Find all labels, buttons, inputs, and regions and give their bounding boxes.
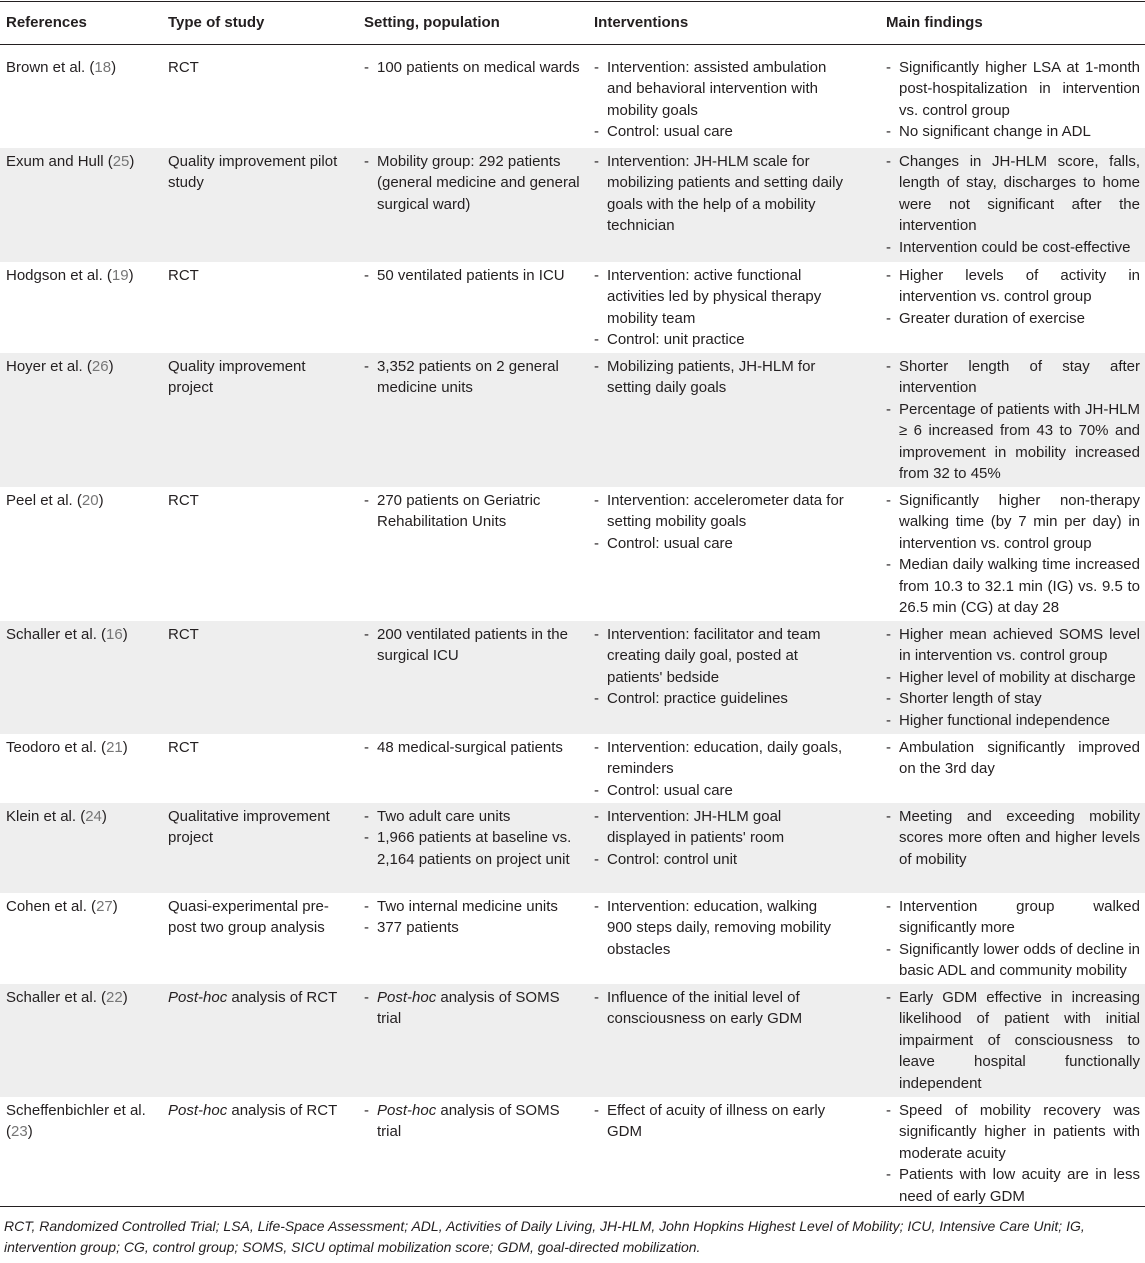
study-type-cell bbox=[168, 624, 348, 645]
interventions-cell bbox=[594, 265, 844, 351]
setting-item bbox=[364, 896, 580, 917]
setting-item bbox=[364, 806, 580, 827]
findings-cell bbox=[886, 1100, 1140, 1207]
reference-author: Klein et al. ( bbox=[6, 808, 86, 825]
table-row bbox=[0, 353, 1145, 487]
reference-author: Peel et al. ( bbox=[6, 492, 82, 509]
intervention-item: - Mobilizing patients, JH-HLM for setting daily goals bbox=[594, 356, 844, 399]
setting-text: 270 patients on Geriatric Rehabilitation Units bbox=[377, 492, 541, 531]
reference-number: 18 bbox=[94, 59, 112, 76]
study-type: RCT bbox=[168, 59, 199, 76]
header-references: References bbox=[6, 14, 87, 31]
finding-item: - Speed of mobility recovery was significantly higher in patients with moderate acuity bbox=[886, 1100, 1140, 1164]
finding-item: - Greater duration of exercise bbox=[886, 308, 1140, 329]
finding-item: - Higher levels of activity in intervention vs. control group bbox=[886, 265, 1140, 308]
findings-cell bbox=[886, 896, 1140, 982]
intervention-item: - Intervention: accelerometer data for setting mobility goals bbox=[594, 490, 844, 533]
reference-author: Hodgson et al. ( bbox=[6, 267, 112, 284]
header-type-of-study: Type of study bbox=[168, 14, 265, 31]
setting-item bbox=[364, 151, 580, 215]
header-main-findings: Main findings bbox=[886, 14, 983, 31]
intervention-item: - Intervention: education, daily goals, reminders bbox=[594, 737, 844, 780]
table-row bbox=[0, 148, 1145, 262]
reference-number: 22 bbox=[106, 989, 123, 1006]
intervention-item: - Control: practice guidelines bbox=[594, 688, 844, 709]
study-type: Quasi-experimental pre-post two group analysis bbox=[168, 898, 329, 937]
finding-item: - Higher functional independence bbox=[886, 710, 1140, 731]
setting-text: Two adult care units bbox=[377, 808, 511, 825]
reference-close: ) bbox=[98, 492, 104, 509]
interventions-cell bbox=[594, 806, 844, 870]
reference-author: Scheffenbichler et al. ( bbox=[6, 1102, 146, 1141]
interventions-cell bbox=[594, 737, 844, 801]
reference-number: 19 bbox=[111, 267, 129, 284]
reference-cell bbox=[6, 737, 156, 758]
setting-cell bbox=[364, 356, 580, 399]
reference-number: 27 bbox=[96, 898, 113, 915]
table-top-rule bbox=[0, 1, 1145, 2]
reference-author: Exum and Hull ( bbox=[6, 153, 113, 170]
finding-item: - Percentage of patients with JH-HLM ≥ 6 increased from 43 to 70% and improvement in mobility increased from 32 to 45% bbox=[886, 399, 1140, 485]
reference-number: 24 bbox=[85, 808, 102, 825]
reference-number: 26 bbox=[91, 358, 109, 375]
intervention-item: - Intervention: JH-HLM goal displayed in patients' room bbox=[594, 806, 844, 849]
study-type-cell bbox=[168, 1100, 348, 1121]
table-footnote: RCT, Randomized Controlled Trial; LSA, Life-Space Assessment; ADL, Activities of Daily Living, JH-HLM, John Hopkins Highest Level of Mobility; ICU, Intensive Care Unit; IG, intervention group; CG, control group; SOMS, SICU optimal mobilization score; GDM, goal-directed mobilization. bbox=[4, 1218, 1085, 1255]
intervention-item: - Control: unit practice bbox=[594, 329, 844, 350]
table-row bbox=[0, 1097, 1145, 1206]
study-type: RCT bbox=[168, 739, 199, 756]
study-type: Quality improvement pilot study bbox=[168, 153, 338, 192]
setting-item bbox=[364, 57, 580, 78]
finding-item: - Intervention group walked significantly more bbox=[886, 896, 1140, 939]
findings-cell bbox=[886, 987, 1140, 1094]
study-type-cell bbox=[168, 806, 348, 849]
table-row bbox=[0, 54, 1145, 148]
study-type-cell bbox=[168, 356, 348, 399]
reference-author: Schaller et al. ( bbox=[6, 626, 107, 643]
finding-item: - Significantly lower odds of decline in basic ADL and community mobility bbox=[886, 939, 1140, 982]
setting-text: 3,352 patients on 2 general medicine units bbox=[377, 358, 559, 397]
finding-item: - Higher mean achieved SOMS level in intervention vs. control group bbox=[886, 624, 1140, 667]
interventions-cell bbox=[594, 356, 844, 399]
table-header-rule bbox=[0, 44, 1145, 45]
table-row bbox=[0, 893, 1145, 984]
setting-cell bbox=[364, 737, 580, 758]
finding-item: - Median daily walking time increased from 10.3 to 32.1 min (IG) vs. 9.5 to 26.5 min (CG) at day 28 bbox=[886, 554, 1140, 618]
findings-cell bbox=[886, 624, 1140, 731]
findings-cell bbox=[886, 356, 1140, 484]
finding-item: - Changes in JH-HLM score, falls, length of stay, discharges to home were not significant after the intervention bbox=[886, 151, 1140, 237]
reference-cell bbox=[6, 490, 156, 511]
setting-text: 50 ventilated patients in ICU bbox=[377, 267, 565, 284]
findings-cell bbox=[886, 806, 1140, 870]
reference-number: 20 bbox=[81, 492, 99, 509]
intervention-item: - Control: usual care bbox=[594, 780, 844, 801]
intervention-item: - Intervention: JH-HLM scale for mobilizing patients and setting daily goals with the help of a mobility technician bbox=[594, 151, 844, 237]
setting-text: 48 medical-surgical patients bbox=[377, 739, 563, 756]
setting-item bbox=[364, 987, 580, 1030]
interventions-cell bbox=[594, 490, 844, 554]
reference-author: Schaller et al. ( bbox=[6, 989, 107, 1006]
study-type: Quality improvement project bbox=[168, 358, 306, 397]
study-type-cell bbox=[168, 57, 348, 78]
reference-close: ) bbox=[112, 898, 118, 915]
intervention-item: - Control: usual care bbox=[594, 121, 844, 142]
setting-text: analysis of SOMS trial bbox=[377, 989, 560, 1028]
study-type-italic: Post-hoc bbox=[168, 989, 228, 1006]
table-row bbox=[0, 621, 1145, 734]
intervention-item: - Influence of the initial level of consciousness on early GDM bbox=[594, 987, 844, 1030]
header-setting-population: Setting, population bbox=[364, 14, 500, 31]
reference-close: ) bbox=[122, 989, 128, 1006]
findings-cell bbox=[886, 737, 1140, 780]
table-bottom-rule bbox=[0, 1206, 1145, 1207]
reference-close: ) bbox=[108, 358, 114, 375]
reference-author: Hoyer et al. ( bbox=[6, 358, 92, 375]
setting-item bbox=[364, 265, 580, 286]
setting-text: Two internal medicine units bbox=[377, 898, 558, 915]
reference-cell bbox=[6, 806, 156, 827]
study-type: analysis of RCT bbox=[227, 989, 338, 1006]
setting-item bbox=[364, 490, 580, 533]
finding-item: - Significantly higher LSA at 1-month post-hospitalization in intervention vs. control group bbox=[886, 57, 1140, 121]
study-type-cell bbox=[168, 987, 348, 1008]
setting-text: 100 patients on medical wards bbox=[377, 59, 580, 76]
study-type: RCT bbox=[168, 492, 199, 509]
interventions-cell bbox=[594, 1100, 844, 1143]
setting-cell bbox=[364, 896, 580, 939]
reference-cell bbox=[6, 57, 156, 78]
finding-item: - Higher level of mobility at discharge bbox=[886, 667, 1140, 688]
reference-number: 25 bbox=[112, 153, 130, 170]
setting-cell bbox=[364, 265, 580, 286]
table-row bbox=[0, 487, 1145, 621]
finding-item: - Ambulation significantly improved on the 3rd day bbox=[886, 737, 1140, 780]
study-type: Qualitative improvement project bbox=[168, 808, 330, 847]
setting-text: 377 patients bbox=[377, 919, 459, 937]
reference-cell bbox=[6, 987, 156, 1008]
reference-close: ) bbox=[122, 739, 128, 756]
study-type: RCT bbox=[168, 626, 199, 643]
table-row bbox=[0, 984, 1145, 1097]
setting-italic: Post-hoc bbox=[377, 989, 437, 1006]
setting-item bbox=[364, 827, 580, 870]
reference-cell bbox=[6, 624, 156, 645]
intervention-item: - Effect of acuity of illness on early GDM bbox=[594, 1100, 844, 1143]
setting-italic: Post-hoc bbox=[377, 1102, 437, 1119]
setting-cell bbox=[364, 987, 580, 1030]
reference-close: ) bbox=[27, 1123, 33, 1141]
setting-cell bbox=[364, 624, 580, 667]
setting-text: 200 ventilated patients in the surgical ICU bbox=[377, 626, 568, 665]
setting-item bbox=[364, 356, 580, 399]
finding-item: - Shorter length of stay bbox=[886, 688, 1140, 709]
reference-cell bbox=[6, 265, 156, 286]
reference-close: ) bbox=[111, 59, 117, 76]
finding-item: - Early GDM effective in increasing likelihood of patient with initial impairment of consciousness to leave hospital functionally independent bbox=[886, 987, 1140, 1094]
reference-cell bbox=[6, 896, 156, 917]
reference-author: Teodoro et al. ( bbox=[6, 739, 107, 756]
intervention-item: - Intervention: active functional activities led by physical therapy mobility team bbox=[594, 265, 844, 329]
finding-item: - Meeting and exceeding mobility scores more often and higher levels of mobility bbox=[886, 806, 1140, 870]
study-type-cell bbox=[168, 737, 348, 758]
table-row bbox=[0, 262, 1145, 353]
intervention-item: - Control: control unit bbox=[594, 849, 844, 870]
findings-cell bbox=[886, 265, 1140, 329]
interventions-cell bbox=[594, 151, 844, 237]
finding-item: - Patients with low acuity are in less need of early GDM bbox=[886, 1164, 1140, 1207]
setting-cell bbox=[364, 490, 580, 533]
intervention-item: - Intervention: education, walking 900 steps daily, removing mobility obstacles bbox=[594, 896, 844, 960]
reference-cell bbox=[6, 151, 156, 172]
setting-text: 1,966 patients at baseline vs. 2,164 patients on project unit bbox=[377, 829, 572, 868]
finding-item: - Significantly higher non-therapy walking time (by 7 min per day) in intervention vs. control group bbox=[886, 490, 1140, 554]
interventions-cell bbox=[594, 57, 844, 143]
setting-cell bbox=[364, 151, 580, 215]
interventions-cell bbox=[594, 624, 844, 710]
study-type-cell bbox=[168, 896, 348, 939]
reference-author: Brown et al. ( bbox=[6, 59, 95, 76]
setting-cell bbox=[364, 1100, 580, 1143]
findings-cell bbox=[886, 57, 1140, 143]
setting-cell bbox=[364, 57, 580, 78]
setting-cell bbox=[364, 806, 580, 870]
interventions-cell bbox=[594, 987, 844, 1030]
setting-item bbox=[364, 624, 580, 667]
finding-item: - No significant change in ADL bbox=[886, 121, 1140, 142]
study-type-cell bbox=[168, 151, 348, 194]
setting-item bbox=[364, 1100, 580, 1143]
table-row bbox=[0, 734, 1145, 803]
study-type: RCT bbox=[168, 267, 199, 284]
setting-item bbox=[364, 917, 580, 938]
reference-number: 21 bbox=[106, 739, 123, 756]
intervention-item: - Intervention: assisted ambulation and behavioral intervention with mobility goals bbox=[594, 57, 844, 121]
finding-item: - Intervention could be cost-effective bbox=[886, 237, 1140, 258]
findings-cell bbox=[886, 490, 1140, 618]
interventions-cell bbox=[594, 896, 844, 960]
reference-cell bbox=[6, 1100, 156, 1143]
reference-close: ) bbox=[122, 626, 128, 643]
reference-close: ) bbox=[129, 153, 135, 170]
intervention-item: - Control: usual care bbox=[594, 533, 844, 554]
setting-text: Mobility group: 292 patients (general medicine and general surgical ward) bbox=[377, 153, 580, 213]
setting-item bbox=[364, 737, 580, 758]
reference-author: Cohen et al. ( bbox=[6, 898, 97, 915]
study-type-cell bbox=[168, 490, 348, 511]
reference-close: ) bbox=[101, 808, 107, 825]
reference-close: ) bbox=[128, 267, 134, 284]
setting-text: analysis of SOMS trial bbox=[377, 1102, 560, 1141]
study-type-italic: Post-hoc bbox=[168, 1102, 228, 1119]
finding-item: - Shorter length of stay after intervention bbox=[886, 356, 1140, 399]
findings-cell bbox=[886, 151, 1140, 258]
header-interventions: Interventions bbox=[594, 14, 689, 31]
reference-number: 23 bbox=[11, 1123, 28, 1141]
table-row bbox=[0, 803, 1145, 893]
reference-number: 16 bbox=[106, 626, 123, 643]
study-type-cell bbox=[168, 265, 348, 286]
reference-cell bbox=[6, 356, 156, 377]
intervention-item: - Intervention: facilitator and team creating daily goal, posted at patients' bedside bbox=[594, 624, 844, 688]
study-type: analysis of RCT bbox=[227, 1102, 338, 1119]
